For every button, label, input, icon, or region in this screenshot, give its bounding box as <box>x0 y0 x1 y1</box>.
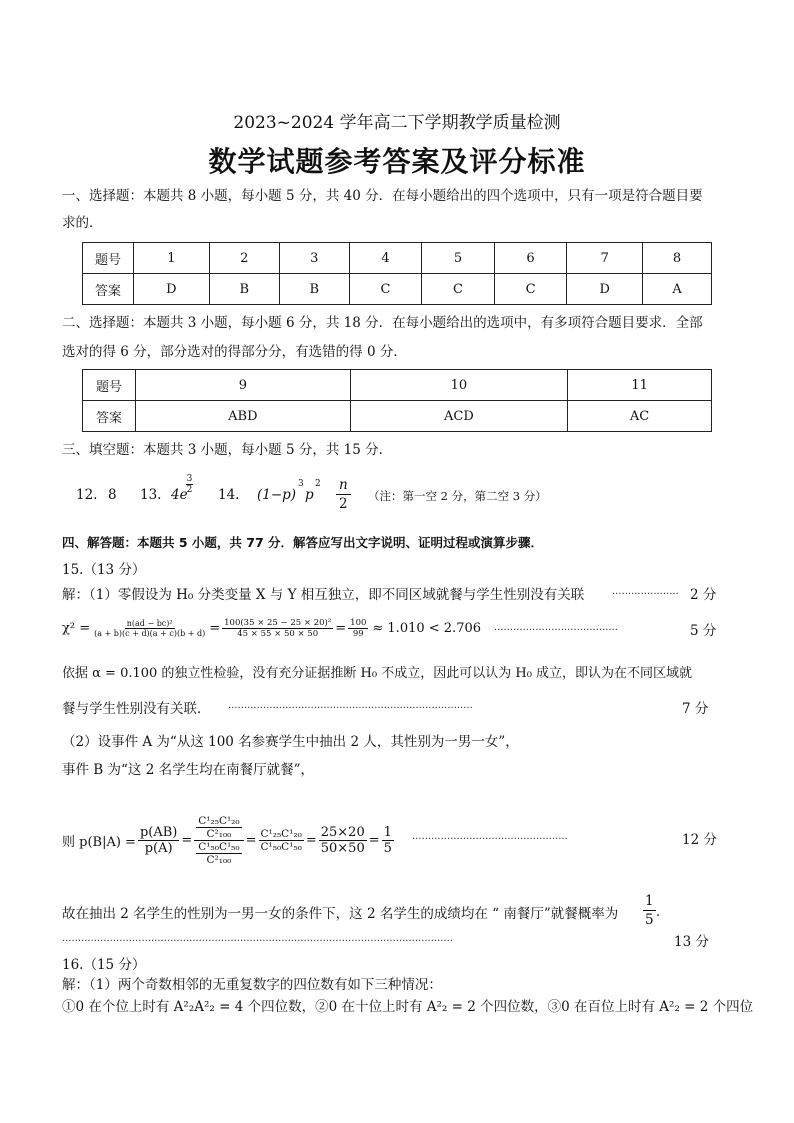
section4-instructions: 四、解答题：本题共 5 小题，共 77 分．解答应写出文字说明、证明过程或演算步骤． <box>62 535 544 550</box>
prob-f2-nd: C²₁₀₀ <box>206 827 232 840</box>
leader-dots: ··························································································································· <box>62 936 453 947</box>
prob-f4-num: 25×20 <box>320 824 365 840</box>
q13-answer-base: 4e <box>171 487 188 503</box>
chi-f2-den: 45 × 55 × 50 × 50 <box>237 629 319 639</box>
table-cell: 答案 <box>83 274 134 305</box>
chi-result: ≈ 1.010 < 2.706 <box>372 621 482 636</box>
q16-line2: ①0 在个位上时有 A²₂A²₂ = 4 个四位数，②0 在十位上时有 A²₂ = 2 个四位数，③0 在百位上时有 A²₂ = 2 个四位 <box>62 999 754 1015</box>
table-cell: 11 <box>568 370 712 401</box>
chi-f3-den: 99 <box>352 629 364 639</box>
q15-frac-num: 1 <box>645 893 654 909</box>
leader-dots: ····················· <box>612 589 679 600</box>
q15-line3b: 餐与学生性别没有关联． <box>62 701 211 717</box>
table-cell: B <box>279 274 349 305</box>
prob-f3-num: C¹₂₅C¹₂₀ <box>260 827 302 840</box>
q14-second-answer <box>336 476 351 513</box>
q13-number: 13. <box>140 487 162 503</box>
table-cell: 1 <box>134 243 210 274</box>
section2-answer-table <box>82 369 712 432</box>
table-cell: C <box>349 274 422 305</box>
q14-answer-part1-exp: 3 <box>298 479 304 489</box>
table-cell: AC <box>568 401 712 432</box>
q15-score-13: 13 分 <box>674 934 709 950</box>
q14-number: 14. <box>218 487 240 503</box>
q15-line5: 事件 B 为“这 2 名学生均在南餐厅就餐”， <box>62 762 314 778</box>
q12-number: 12. <box>76 487 98 503</box>
q14-answer-part2: p <box>305 487 314 503</box>
prob-f2-numerator <box>194 815 243 841</box>
table-cell: ABD <box>136 401 351 432</box>
q16-line1: 解：（1）两个奇数相邻的无重复数字的四位数有如下三种情况： <box>62 977 442 993</box>
q13-exp-den: 2 <box>186 485 193 495</box>
leader-dots: ······································· <box>494 625 618 636</box>
chi-lhs: χ² = <box>62 621 91 636</box>
chi-eq-1: = <box>209 621 221 636</box>
chi-f1-den: (a + b)(c + d)(a + c)(b + d) <box>94 629 206 638</box>
table-cell: 8 <box>643 243 712 274</box>
q14-frac-num: n <box>336 476 351 495</box>
document-title: 数学试题参考答案及评分标准 <box>208 145 586 178</box>
table-cell: A <box>643 274 712 305</box>
prob-f4-den: 50×50 <box>320 840 365 856</box>
table-cell: C <box>494 274 567 305</box>
q15-line7-fraction <box>643 892 656 929</box>
table-row <box>83 401 712 432</box>
table-cell: 5 <box>422 243 495 274</box>
chi-eq-2: = <box>335 621 347 636</box>
q15-heading: 15.（13 分） <box>62 562 146 578</box>
document-subtitle: 2023~2024 学年高二下学期教学质量检测 <box>233 113 561 133</box>
chi-fraction-2 <box>222 618 333 639</box>
table-cell: C <box>422 274 495 305</box>
table-cell: B <box>209 274 279 305</box>
q14-frac-den: 2 <box>339 496 348 512</box>
chi-fraction-1 <box>92 619 207 638</box>
chi-fraction-3 <box>348 618 368 639</box>
table-row <box>83 274 712 305</box>
prob-f2-denominator <box>194 841 243 866</box>
leader-dots: ············································································· <box>228 703 473 714</box>
table-cell: 9 <box>136 370 351 401</box>
table-cell: 3 <box>279 243 349 274</box>
prob-f2-dn: C¹₅₀C¹₅₀ <box>198 840 240 853</box>
chi-square-formula <box>62 618 481 639</box>
q15-frac-den: 5 <box>645 912 654 928</box>
q13-exp-num: 3 <box>186 474 193 484</box>
q14-note: （注：第一空 2 分，第二空 3 分） <box>368 489 547 503</box>
chi-f2-num: 100(35 × 25 − 25 × 20)² <box>224 618 332 628</box>
table-cell: 4 <box>349 243 422 274</box>
prob-lhs: 则 p(B|A) = <box>62 834 136 850</box>
table-cell: 10 <box>350 370 567 401</box>
prob-f1-num: p(AB) <box>139 824 178 840</box>
table-cell: D <box>134 274 210 305</box>
table-cell: 答案 <box>83 401 136 432</box>
prob-f2-nn: C¹₂₅C¹₂₀ <box>198 814 240 827</box>
q15-score-12: 12 分 <box>682 832 717 848</box>
table-cell: 题号 <box>83 370 136 401</box>
q14-answer-part1: (1−p) <box>257 487 297 503</box>
section2-instructions-line1: 二、选择题：本题共 3 小题，每小题 6 分，共 18 分．在每小题给出的选项中，有多项符合题目要求．全部 <box>62 315 703 331</box>
q13-answer-exponent <box>186 474 193 495</box>
section1-instructions-line2: 求的． <box>62 215 103 231</box>
table-cell: 7 <box>567 243 643 274</box>
q15-line4: （2）设事件 A 为“从这 100 名参赛学生中抽出 2 人，其性别为一男一女”， <box>62 734 519 750</box>
q15-score-5: 5 分 <box>690 623 717 639</box>
table-cell: 2 <box>209 243 279 274</box>
table-cell: 6 <box>494 243 567 274</box>
q12-answer: 8 <box>108 487 117 503</box>
q15-line1: 解：（1）零假设为 H₀ 分类变量 X 与 Y 相互独立，即不同区域就餐与学生性别没有关联 <box>62 587 585 603</box>
table-row <box>83 370 712 401</box>
section2-instructions-line2: 选对的得 6 分，部分选对的得部分分，有选错的得 0 分． <box>62 344 407 360</box>
prob-fraction-2 <box>194 815 243 866</box>
prob-fraction-1 <box>138 825 179 856</box>
prob-f2-dd: C²₁₀₀ <box>206 853 232 866</box>
conditional-probability-formula: 则 p(B|A) = $\frac{p(AB)}{p(A)}$ = $\frac{\frac{\text{C¹₂₅C¹₂₀}}{\text{C²₁₀₀}}}{\frac{\text{C¹₅₀C¹₅₀}}{\text{C²₁₀₀}}}$ = $\frac{\text{C¹₂₅C¹₂₀}}{\text{C¹₅₀C¹₅₀}}$ = $\frac{25\times 20}{50\times 50}$ = $\frac{1}{5}$ <box>62 814 392 866</box>
section1-answer-table <box>82 242 712 305</box>
q15-score-2: 2 分 <box>690 587 717 603</box>
q14-answer-part2-exp: 2 <box>315 479 321 489</box>
chi-f3-num: 100 <box>350 618 367 628</box>
q15-line3a: 依据 α = 0.100 的独立性检验，没有充分证据推断 H₀ 不成立，因此可以认为 H₀ 成立，即认为在不同区域就 <box>62 666 693 681</box>
prob-fraction-5 <box>382 825 394 856</box>
q16-heading: 16.（15 分） <box>62 957 146 973</box>
table-cell: D <box>567 274 643 305</box>
section3-instructions: 三、填空题：本题共 3 小题，每小题 5 分，共 15 分． <box>62 442 393 458</box>
table-cell: ACD <box>350 401 567 432</box>
table-cell: 题号 <box>83 243 134 274</box>
prob-fraction-4 <box>319 825 367 856</box>
period: . <box>656 905 661 920</box>
q15-score-7: 7 分 <box>682 701 709 717</box>
chi-f1-num: n(ad − bc)² <box>126 619 173 628</box>
prob-f5-den: 5 <box>383 840 392 856</box>
prob-fraction-3 <box>259 828 304 853</box>
prob-f5-num: 1 <box>383 824 392 840</box>
prob-f1-den: p(A) <box>144 840 173 856</box>
prob-f3-den: C¹₅₀C¹₅₀ <box>260 840 302 853</box>
q15-line7: 故在抽出 2 名学生的性别为一男一女的条件下，这 2 名学生的成绩均在 “ 南餐厅”就餐概率为 <box>62 906 619 922</box>
leader-dots: ················································· <box>412 834 568 845</box>
section1-instructions-line1: 一、选择题：本题共 8 小题，每小题 5 分，共 40 分．在每小题给出的四个选项中，只有一项是符合题目要 <box>62 188 703 204</box>
table-row <box>83 243 712 274</box>
